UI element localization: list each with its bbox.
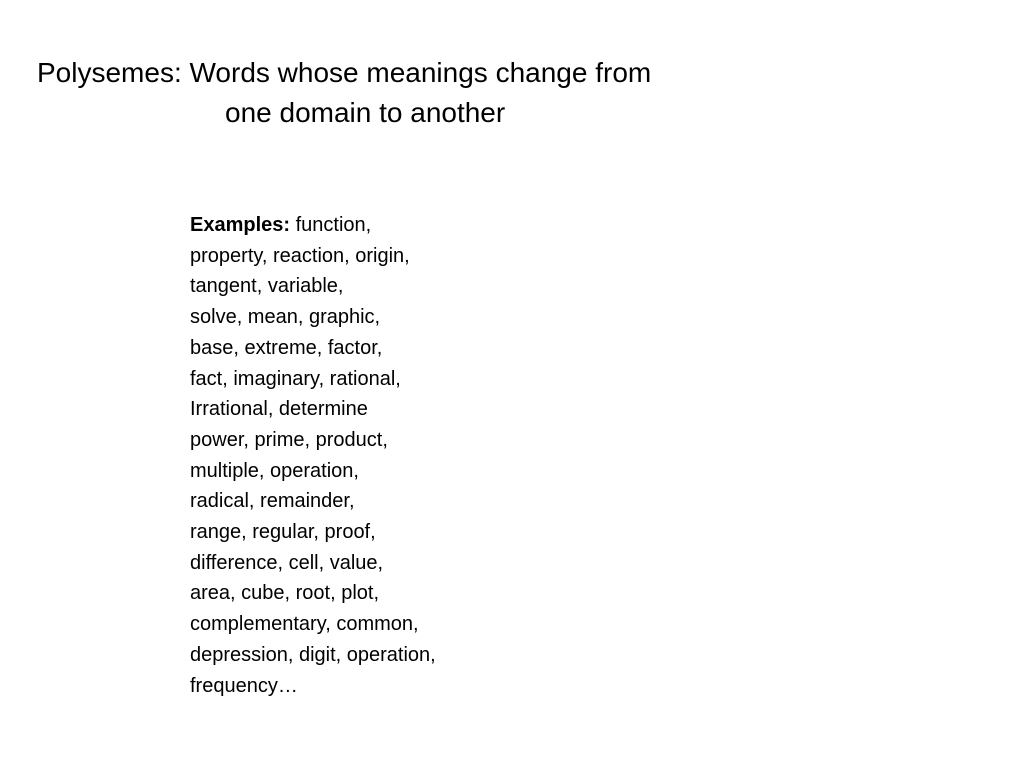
example-line: base, extreme, factor, [190,336,383,359]
title-line-1: Polysemes: Words whose meanings change from [37,57,652,88]
examples-first-words: function, [290,214,372,236]
example-line: Irrational, determine [190,398,368,421]
examples-first-line [190,210,590,241]
example-line: multiple, operation, [190,459,359,482]
example-line: solve, mean, graphic, [190,306,381,329]
examples-block [190,210,590,701]
examples-label: Examples: [190,214,291,236]
example-line: fact, imaginary, rational, [190,367,401,390]
title-line-2: one domain to another [225,97,506,128]
example-line: property, reaction, origin, [190,244,410,267]
example-line: range, regular, proof, [190,521,376,544]
example-line: depression, digit, operation, [190,643,436,666]
example-line: difference, cell, value, [190,551,384,574]
slide-title [37,53,837,133]
example-line: area, cube, root, plot, [190,582,380,605]
example-line: radical, remainder, [190,490,355,513]
example-line: frequency… [190,674,298,697]
example-line: tangent, variable, [190,275,344,298]
example-line: complementary, common, [190,613,419,636]
example-line: power, prime, product, [190,428,388,451]
